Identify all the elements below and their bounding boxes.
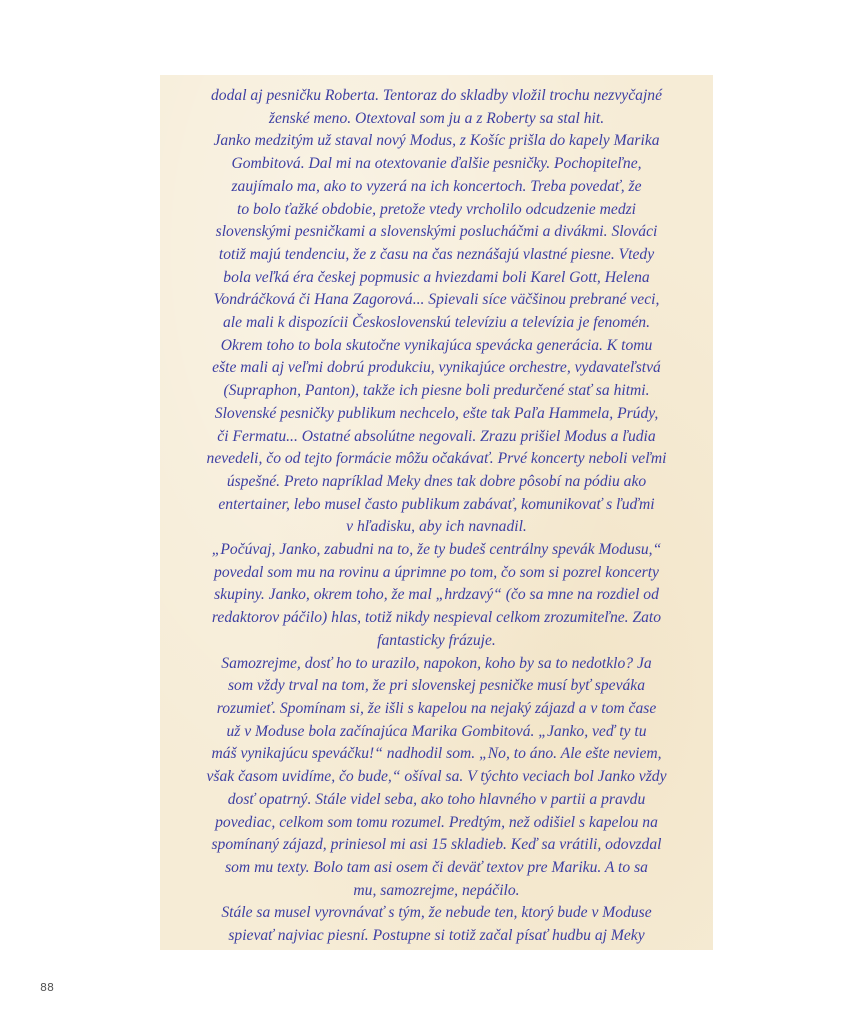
text-line: totiž majú tendenciu, že z času na čas neznášajú vlastné piesne. Vtedy bbox=[218, 245, 655, 263]
text-line: skupiny. Janko, okrem toho, že mal „hrdzavý“ (čo sa mne na rozdiel od bbox=[214, 586, 659, 604]
text-line: bola veľká éra českej popmusic a hviezdami boli Karel Gott, Helena bbox=[223, 268, 650, 286]
text-line: Samozrejme, dosť ho to urazilo, napokon, koho by sa to nedotklo? Ja bbox=[221, 654, 652, 672]
text-line: slovenskými pesničkami a slovenskými poslucháčmi a divákmi. Slováci bbox=[215, 223, 658, 241]
body-text bbox=[166, 85, 707, 948]
text-line: mu, samozrejme, nepáčilo. bbox=[353, 881, 520, 899]
text-line: Vondráčková či Hana Zagorová... Spievali síce väčšinou prebrané veci, bbox=[213, 291, 660, 309]
text-line: Slovenské pesničky publikum nechcelo, ešte tak Paľa Hammela, Prúdy, bbox=[214, 404, 659, 422]
book-page-panel bbox=[160, 75, 713, 950]
text-line: entertainer, lebo musel často publikum zabávať, komunikovať s ľuďmi bbox=[218, 495, 655, 513]
text-line: už v Moduse bola začínajúca Marika Gombitová. „Janko, veď ty tu bbox=[226, 722, 647, 740]
text-line: spievať najviac piesní. Postupne si totiž začal písať hudbu aj Meky bbox=[228, 927, 645, 945]
text-line: fantasticky frázuje. bbox=[377, 631, 496, 649]
text-line: redaktorov páčilo) hlas, totiž nikdy nespieval celkom zrozumiteľne. Zato bbox=[211, 609, 662, 627]
text-line: či Fermatu... Ostatné absolútne negovali. Zrazu prišiel Modus a ľudia bbox=[217, 427, 656, 445]
text-line: dosť opatrný. Stále videl seba, ako toho hlavného v partii a pravdu bbox=[227, 790, 646, 808]
text-line: povediac, celkom som tomu rozumel. Predtým, než odišiel s kapelou na bbox=[215, 813, 658, 831]
page-number: 88 bbox=[40, 981, 54, 994]
text-line: povedal som mu na rovinu a úprimne po tom, čo som si pozrel koncerty bbox=[214, 563, 659, 581]
text-line: „Počúvaj, Janko, zabudni na to, že ty budeš centrálny spevák Modusu,“ bbox=[211, 541, 662, 559]
text-line: ešte mali aj veľmi dobrú produkciu, vynikajúce orchestre, vydavateľstvá bbox=[212, 359, 661, 377]
text-line: Janko medzitým už staval nový Modus, z Košíc prišla do kapely Marika bbox=[213, 132, 660, 150]
text-line: však časom uvidíme, čo bude,“ ošíval sa. V týchto veciach bol Janko vždy bbox=[206, 768, 667, 786]
text-line: Stále sa musel vyrovnávať s tým, že nebude ten, ktorý bude v Moduse bbox=[221, 904, 652, 922]
text-line: Gombitová. Dal mi na otextovanie ďalšie pesničky. Pochopiteľne, bbox=[231, 155, 642, 173]
text-line: ženské meno. Otextoval som ju a z Roberty sa stal hit. bbox=[268, 109, 605, 127]
text-line: som mu texty. Bolo tam asi osem či deväť textov pre Mariku. A to sa bbox=[225, 858, 648, 876]
text-line: zaujímalo ma, ako to vyzerá na ich koncertoch. Treba povedať, že bbox=[231, 177, 642, 195]
text-line: v hľadisku, aby ich navnadil. bbox=[346, 518, 527, 536]
text-line: Okrem toho to bola skutočne vynikajúca spevácka generácia. K tomu bbox=[220, 336, 653, 354]
text-line: som vždy trval na tom, že pri slovenskej pesničke musí byť speváka bbox=[227, 677, 646, 695]
text-line: dodal aj pesničku Roberta. Tentoraz do skladby vložil trochu nezvyčajné bbox=[211, 87, 662, 104]
text-line: máš vynikajúcu speváčku!“ nadhodil som. „No, to áno. Ale ešte neviem, bbox=[211, 745, 662, 763]
text-line: (Supraphon, Panton), takže ich piesne boli predurčené stať sa hitmi. bbox=[223, 382, 650, 400]
text-line: spomínaný zájazd, priniesol mi asi 15 skladieb. Keď sa vrátili, odovzdal bbox=[211, 836, 662, 854]
text-line: ale mali k dispozícii Československú televíziu a televízia je fenomén. bbox=[223, 314, 650, 332]
text-line: rozumieť. Spomínam si, že išli s kapelou na nejaký zájazd a v tom čase bbox=[216, 699, 657, 717]
text-line: to bolo ťažké obdobie, pretože vtedy vrcholilo odcudzenie medzi bbox=[236, 200, 637, 218]
text-line: úspešné. Preto napríklad Meky dnes tak dobre pôsobí na pódiu ako bbox=[226, 472, 647, 490]
text-line: nevedeli, čo od tejto formácie môžu očakávať. Prvé koncerty neboli veľmi bbox=[206, 450, 667, 468]
